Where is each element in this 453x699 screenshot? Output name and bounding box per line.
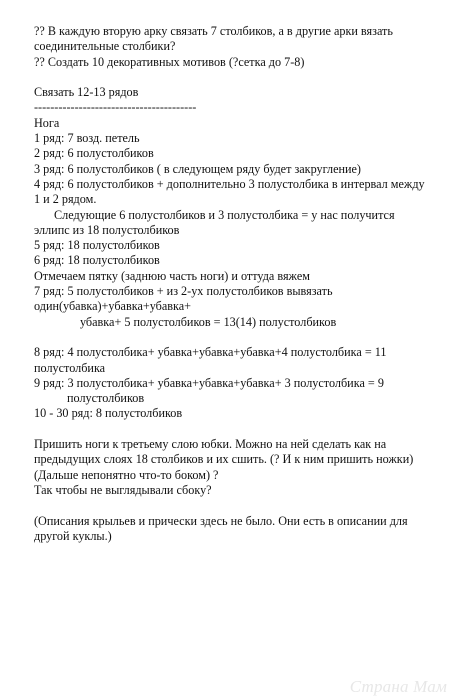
assembly-note: (Дальше непонятно что-то боком) ?: [34, 467, 219, 482]
row-instruction: 1 и 2 рядом.: [34, 192, 97, 207]
row-instruction: полустолбика: [34, 360, 106, 375]
part-title-leg: Нога: [34, 115, 60, 130]
row-instruction: 1 ряд: 7 возд. петель: [34, 131, 140, 146]
site-watermark: Страна Мам: [349, 677, 447, 696]
row-instruction: убавка+ 5 полустолбиков = 13(14) полустолбиков: [80, 314, 337, 329]
row-instruction: 5 ряд: 18 полустолбиков: [34, 238, 160, 253]
closing-note: (Описания крыльев и прически здесь не было. Они есть в описании для: [34, 513, 408, 528]
row-instruction: 2 ряд: 6 полустолбиков: [34, 146, 154, 161]
text-line: соединительные столбики?: [34, 39, 176, 54]
blank-line: [34, 330, 429, 345]
blank-line: [34, 498, 429, 513]
note-line: эллипс из 18 полустолбиков: [34, 222, 180, 237]
note-line: Следующие 6 полустолбиков и 3 полустолбика = у нас получится: [54, 207, 395, 222]
row-instruction: 3 ряд: 6 полустолбиков ( в следующем ряду будет закругление): [34, 161, 361, 176]
row-instruction: 8 ряд: 4 полустолбика+ убавка+убавка+убавка+4 полустолбика = 11: [34, 345, 387, 360]
row-instruction: полустолбиков: [67, 391, 145, 406]
row-instruction: 10 - 30 ряд: 8 полустолбиков: [34, 406, 183, 421]
row-instruction: 7 ряд: 5 полустолбиков + из 2-ух полустолбиков вывязать: [34, 284, 333, 299]
text-line: ?? В каждую вторую арку связать 7 столбиков, а в другие арки вязать: [34, 24, 393, 38]
row-instruction: один(убавка)+убавка+убавка+: [34, 299, 192, 314]
assembly-note: предыдущих слоях 18 столбиков и их сшить. (? И к ним пришить ножки): [34, 452, 414, 467]
section-heading: Связать 12-13 рядов: [34, 85, 139, 100]
row-instruction: 4 ряд: 6 полустолбиков + дополнительно 3 полустолбика в интервал между: [34, 176, 425, 191]
closing-note: другой куклы.): [34, 528, 112, 543]
assembly-note: Пришить ноги к третьему слою юбки. Можно на ней сделать как на: [34, 437, 387, 452]
note-line: Отмечаем пятку (заднюю часть ноги) и оттуда вяжем: [34, 268, 310, 283]
text-line: ?? Создать 10 декоративных мотивов (?сетка до 7-8): [34, 54, 305, 69]
assembly-note: Так чтобы не выглядывали сбоку?: [34, 482, 212, 497]
blank-line: [34, 422, 429, 437]
blank-line: [34, 70, 429, 85]
row-instruction: 9 ряд: 3 полустолбика+ убавка+убавка+убавка+ 3 полустолбика = 9: [34, 375, 384, 390]
row-instruction: 6 ряд: 18 полустолбиков: [34, 253, 160, 268]
document-text: [34, 24, 429, 544]
divider-line: ----------------------------------------: [34, 100, 197, 115]
